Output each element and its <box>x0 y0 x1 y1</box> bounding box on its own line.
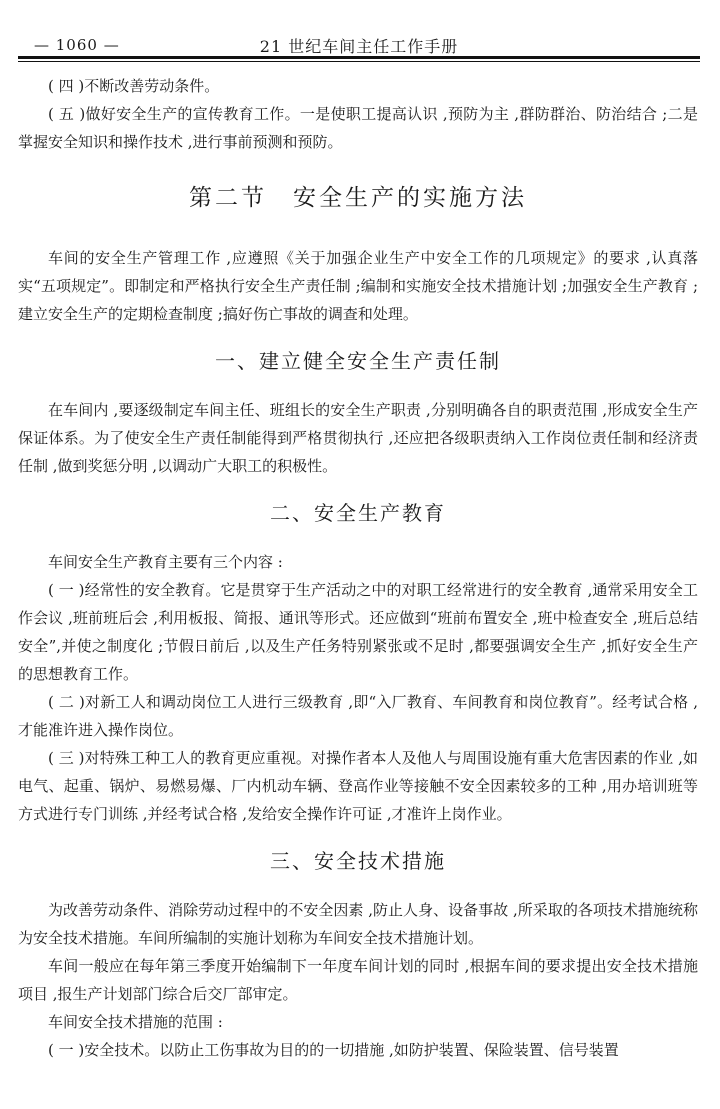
list-item: ( 二 )对新工人和调动岗位工人进行三级教育 ,即“入厂教育、车间教育和岗位教育”。经考试合格 ,才能准许进入操作岗位。 <box>18 693 698 739</box>
subsection-title-education: 二、安全生产教育 <box>270 501 446 525</box>
paragraph: 车间安全技术措施的范围 : <box>48 1013 223 1031</box>
list-item: ( 五 )做好安全生产的宣传教育工作。一是使职工提高认识 ,预防为主 ,群防群治、防治结合 ;二是掌握安全知识和操作技术 ,进行事前预测和预防。 <box>18 105 698 151</box>
list-item: ( 一 )安全技术。以防止工伤事故为目的的一切措施 ,如防护装置、保险装置、信号装置 <box>48 1041 619 1059</box>
paragraph: 车间一般应在每年第三季度开始编制下一年度车间计划的同时 ,根据车间的要求提出安全技术措施项目 ,报生产计划部门综合后交厂部审定。 <box>18 957 698 1003</box>
paragraph: 为改善劳动条件、消除劳动过程中的不安全因素 ,防止人身、设备事故 ,所采取的各项技术措施统称为安全技术措施。车间所编制的实施计划称为车间安全技术措施计划。 <box>18 901 698 947</box>
running-title: 21 世纪车间主任工作手册 <box>259 37 459 56</box>
section-intro-paragraph: 车间的安全生产管理工作 ,应遵照《关于加强企业生产中安全工作的几项规定》的要求 ,认真落实“五项规定”。即制定和严格执行安全生产责任制 ;编制和实施安全技术措施计划 ;加强安全生产教育 ;建立安全生产的定期检查制度 ;搞好伤亡事故的调查和处理。 <box>18 249 698 323</box>
section-title: 第二节 安全生产的实施方法 <box>189 185 527 211</box>
header-rule-thin <box>18 61 700 62</box>
page-body <box>18 72 698 1064</box>
subsection-title-responsibility: 一、建立健全安全生产责任制 <box>215 349 501 373</box>
list-item: ( 四 )不断改善劳动条件。 <box>48 77 220 95</box>
header-rule-thick <box>18 56 700 59</box>
subsection-title-technical-measures: 三、安全技术措施 <box>270 849 446 873</box>
list-item: ( 三 )对特殊工种工人的教育更应重视。对操作者本人及他人与周围设施有重大危害因素的作业 ,如电气、起重、锅炉、易燃易爆、厂内机动车辆、登高作业等接触不安全因素较多的工种 ,用办培训班等方式进行专门训练 ,并经考试合格 ,发给安全操作许可证 ,才准许上岗作业。 <box>18 749 698 823</box>
list-item: ( 一 )经常性的安全教育。它是贯穿于生产活动之中的对职工经常进行的安全教育 ,通常采用安全工作会议 ,班前班后会 ,利用板报、简报、通讯等形式。还应做到“班前布置安全 ,班中检查安全 ,班后总结安全”,并使之制度化 ;节假日前后 ,以及生产任务特别紧张或不足时 ,都要强调安全生产 ,抓好安全生产的思想教育工作。 <box>18 581 698 683</box>
page-number: — 1060 — <box>34 36 120 54</box>
paragraph: 在车间内 ,要逐级制定车间主任、班组长的安全生产职责 ,分别明确各自的职责范围 ,形成安全生产保证体系。为了使安全生产责任制能得到严格贯彻执行 ,还应把各级职责纳入工作岗位责任制和经济责任制 ,做到奖惩分明 ,以调动广大职工的积极性。 <box>18 401 698 475</box>
paragraph: 车间安全生产教育主要有三个内容 : <box>48 553 283 571</box>
